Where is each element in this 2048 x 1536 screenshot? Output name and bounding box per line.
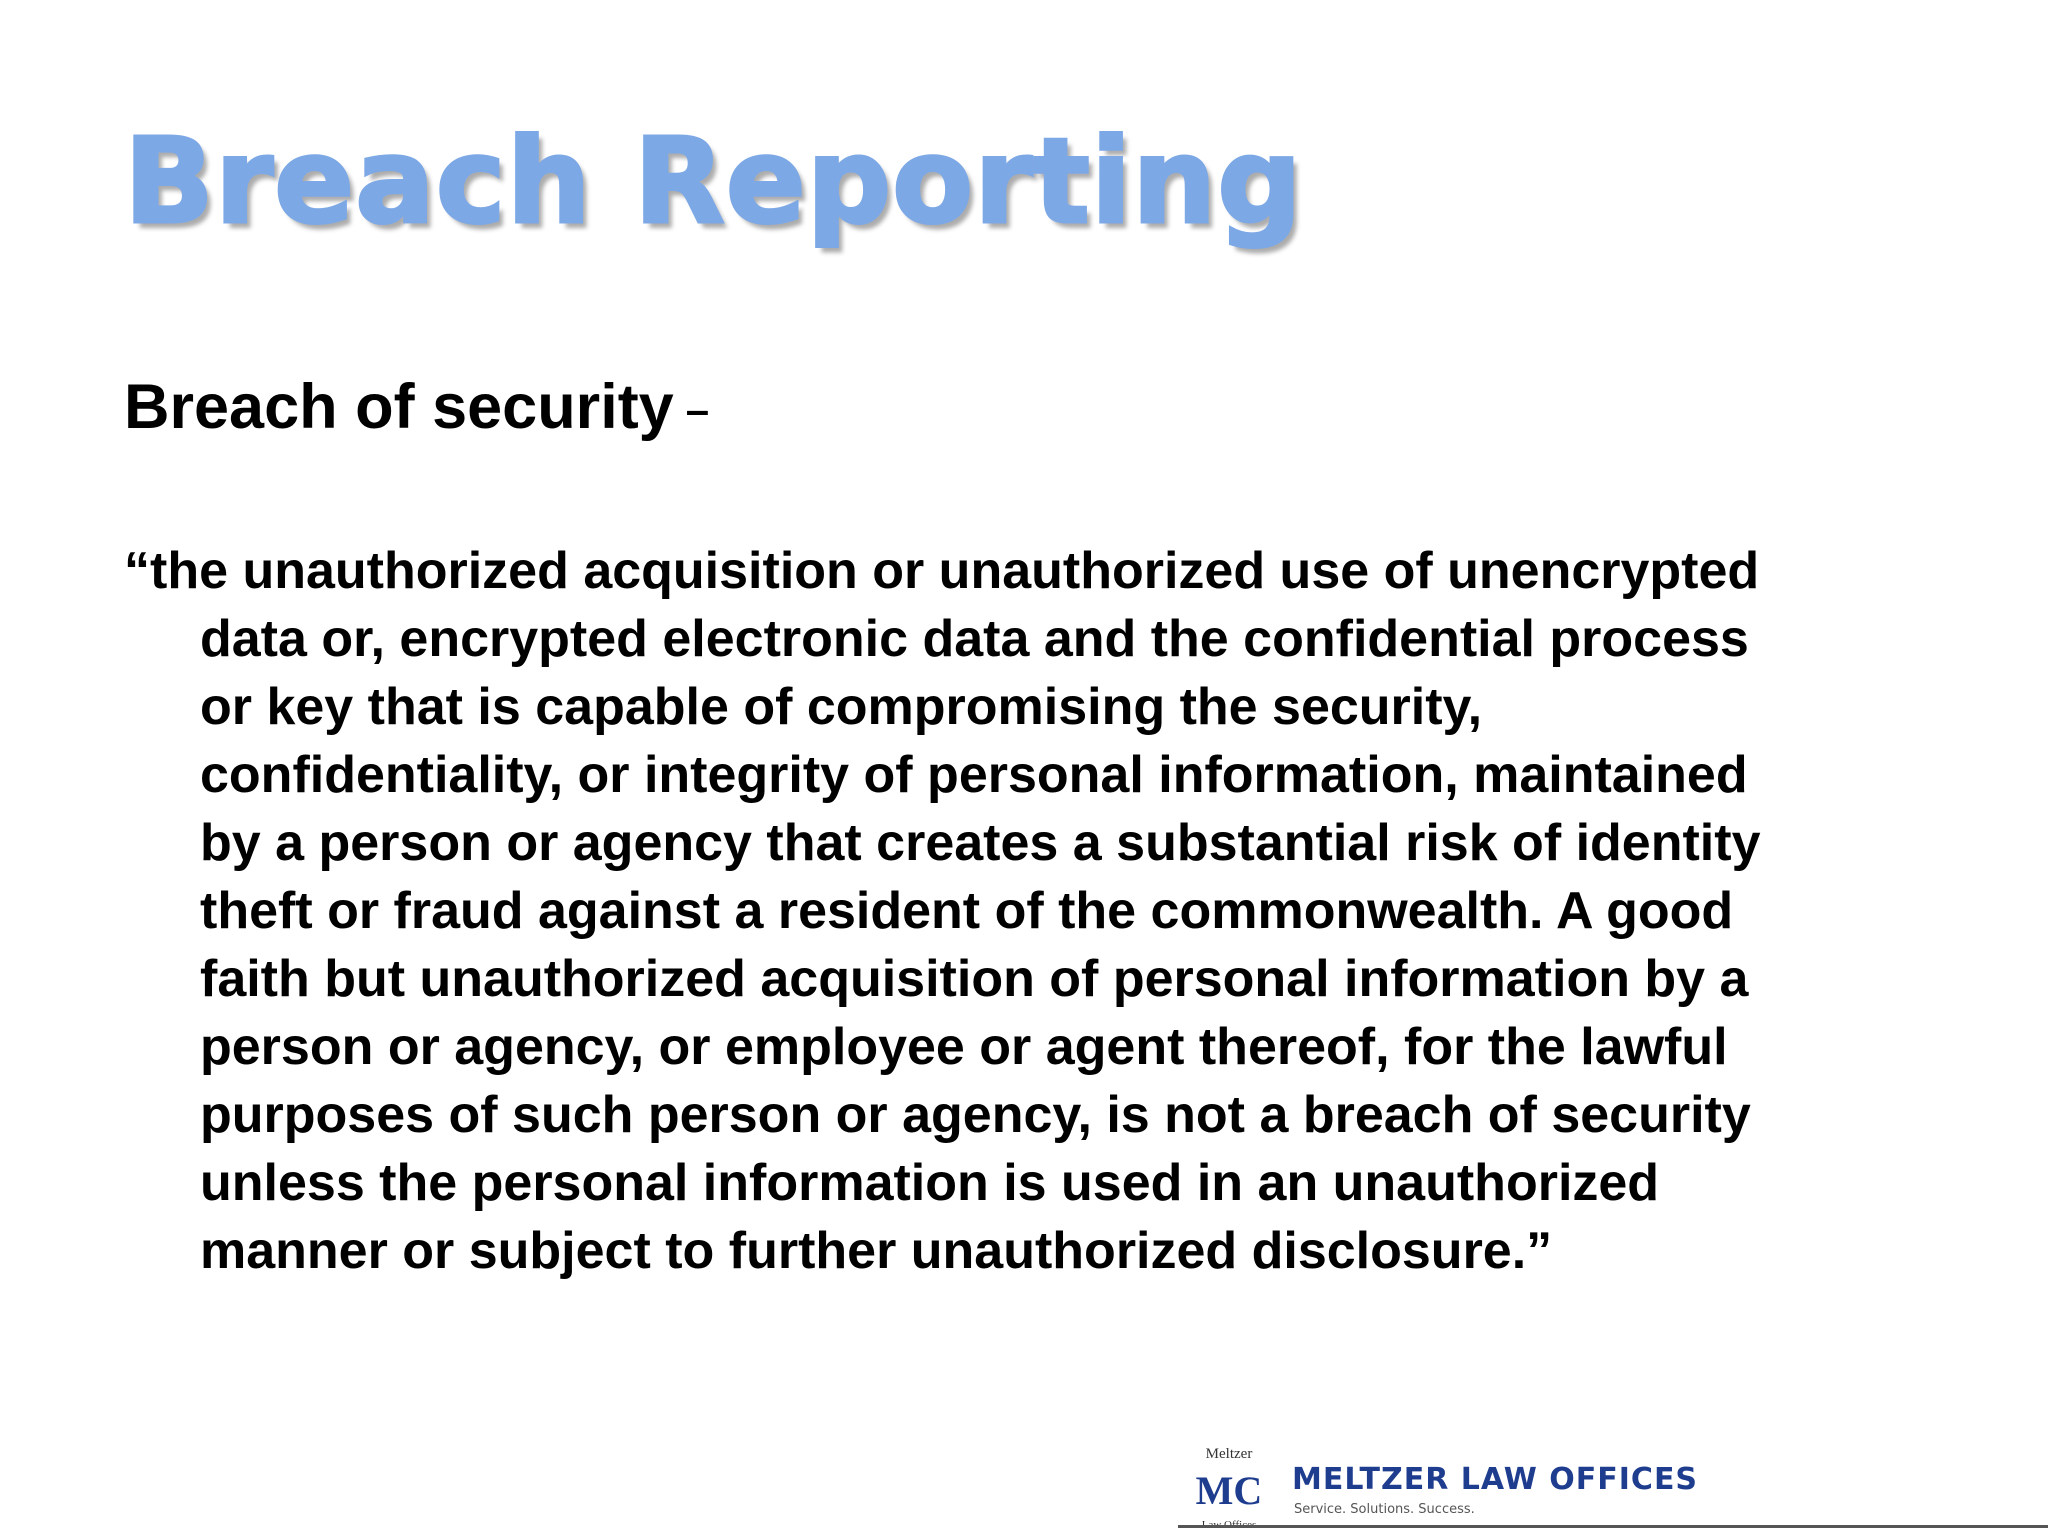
logo-mark-initials: MC [1195,1468,1263,1513]
meltzer-logo-mark-icon [1194,1442,1264,1532]
logo-tagline: Service. Solutions. Success. [1294,1502,1475,1517]
subheading-text: Breach of security [124,372,674,442]
slide-title: Breach Reporting [124,112,1303,250]
footer-divider [1178,1525,2048,1528]
logo-name: MELTZER LAW OFFICES [1292,1462,1699,1497]
definition-quote: “the unauthorized acquisition or unauthorized use of unencrypted data or, encrypted electronic data and the confidential process or key that is capable of compromising the security, confidentiality, or integrity of personal information, maintained by a person or agency that creates a substantial risk of identity theft or fraud against a resident of the commonwealth. A good faith but unauthorized acquisition of personal information by a person or agency, or employee or agent thereof, for the lawful purposes of such person or agency, is not a breach of security unless the personal information is used in an unauthorized manner or subject to further unauthorized disclosure.” [124,542,1761,1280]
subheading [124,373,709,442]
subheading-dash: – [685,386,710,433]
logo-mark-text: Meltzer [1205,1446,1253,1462]
meltzer-logo [1178,1440,2048,1536]
